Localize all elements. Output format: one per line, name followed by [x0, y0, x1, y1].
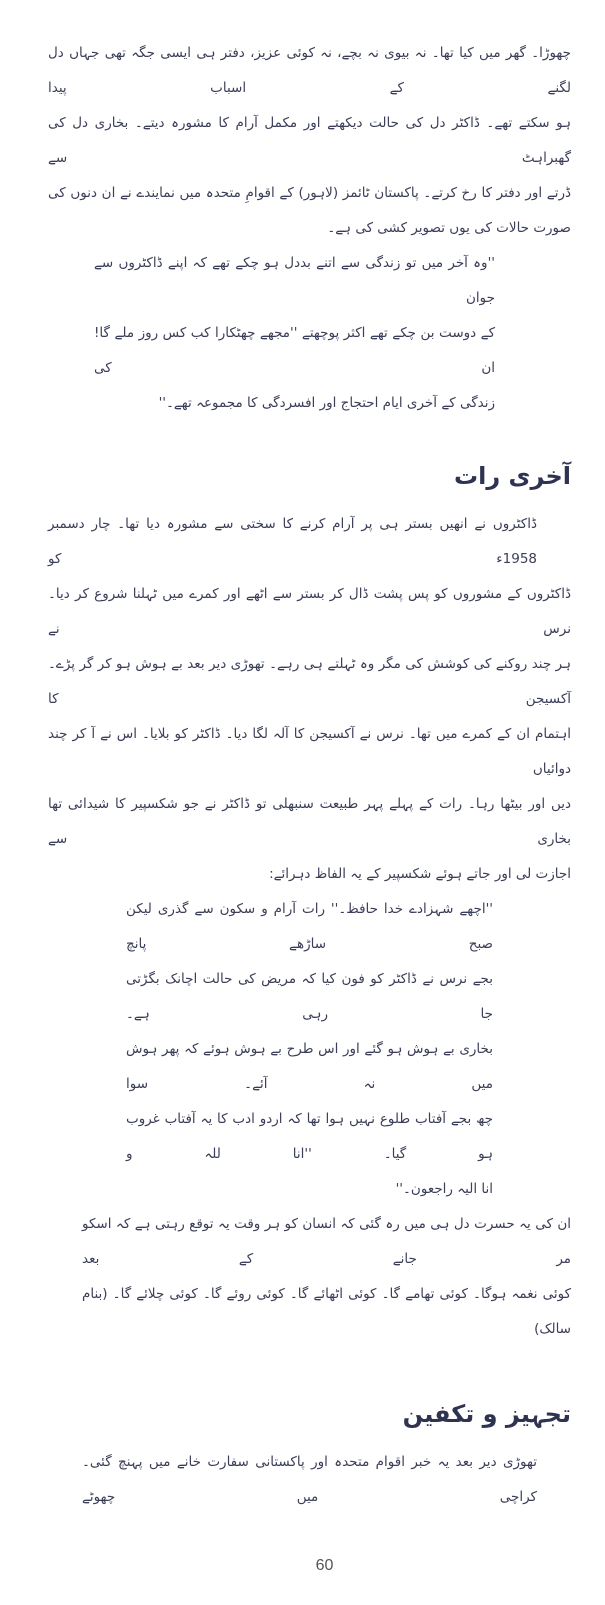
text-line: چھوڑا۔ گھر میں کیا تھا۔ نہ بیوی نہ بچے، نہ کوئی عزیز، دفتر ہی ایسی جگہ تھی جہاں دل لگنے کے اسباب پیدا — [48, 45, 571, 96]
quote-line: زندگی کے آخری ایام احتجاج اور افسردگی کا مجموعہ تھے۔'' — [158, 395, 495, 411]
page-number: 60 — [315, 1557, 334, 1574]
quote-line: ''وہ آخر میں تو زندگی سے اتنے بددل ہو چکے تھے کہ اپنے ڈاکٹروں سے جوان — [94, 255, 495, 306]
text-line: ڈرتے اور دفتر کا رخ کرتے۔ پاکستان ٹائمز (لاہور) کے اقوامِ متحدہ میں نمایندے نے ان دنوں کی — [48, 185, 571, 201]
paragraph — [82, 1207, 571, 1347]
text-line: ڈاکٹروں کے مشوروں کو پس پشت ڈال کر بستر سے اٹھے اور کمرے میں ٹہلنا شروع کر دیا۔ نرس نے — [48, 586, 571, 637]
block-quote — [94, 246, 495, 421]
paragraph — [48, 36, 571, 246]
quote-line: ''اچھے شہزادے خدا حافظ۔'' رات آرام و سکون سے گذری لیکن صبح ساڑھے پانچ — [126, 901, 493, 952]
text-line: ہو سکتے تھے۔ ڈاکٹر دل کی حالت دیکھتے اور مکمل آرام کا مشورہ دیتے۔ بخاری دل کی گھبراہٹ سے — [48, 115, 571, 166]
text-line: ڈاکٹروں نے انھیں بستر ہی پر آرام کرنے کا سختی سے مشورہ دیا تھا۔ چار دسمبر 1958ء کو — [48, 516, 537, 567]
quote-line: انا الیہ راجعون۔'' — [395, 1181, 493, 1197]
text-line: کوئی نغمہ ہوگا۔ کوئی تھامے گا۔ کوئی اٹھائے گا۔ کوئی روئے گا۔ کوئی چلائے گا۔ (بنام سالک) — [82, 1286, 571, 1337]
text-line: ان کی یہ حسرت دل ہی میں رہ گئی کہ انسان کو ہر وقت یہ توقع رہتی ہے کہ اسکو مر جانے کے بعد — [82, 1216, 571, 1267]
section-heading: آخری رات — [454, 462, 571, 490]
quote-line: بجے نرس نے ڈاکٹر کو فون کیا کہ مریض کی حالت اچانک بگڑتی جا رہی ہے۔ — [126, 971, 493, 1022]
quote-line: چھ بجے آفتاب طلوع نہیں ہوا تھا کہ اردو ادب کا یہ آفتاب غروب ہو گیا۔ ''انا للہ و — [126, 1111, 493, 1162]
paragraph — [82, 1445, 571, 1515]
paragraph — [48, 507, 571, 892]
block-quote — [126, 892, 493, 1207]
text-line: اہتمام ان کے کمرے میں تھا۔ نرس نے آکسیجن کا آلہ لگا دیا۔ ڈاکٹر کو بلایا۔ اس نے آ کر چند دوائیاں — [48, 726, 571, 777]
text-line: دیں اور بیٹھا رہا۔ رات کے پہلے پہر طبیعت سنبھلی تو ڈاکٹر نے جو شکسپیر کا شیدائی تھا بخاری سے — [48, 796, 571, 847]
text-line: ہر چند روکنے کی کوشش کی مگر وہ ٹہلتے ہی رہے۔ تھوڑی دیر بعد بے ہوش ہو کر گر پڑے۔ آکسیجن کا — [48, 656, 571, 707]
quote-line: بخاری بے ہوش ہو گئے اور اس طرح بے ہوش ہوئے کہ پھر ہوش میں نہ آئے۔ سوا — [126, 1041, 493, 1092]
section-heading: تجہیز و تکفین — [402, 1400, 571, 1428]
text-line: تھوڑی دیر بعد یہ خبر اقوام متحدہ اور پاکستانی سفارت خانے میں پہنچ گئی۔ کراچی میں چھوٹے — [82, 1454, 537, 1505]
book-page — [48, 36, 571, 1575]
text-line: اجازت لی اور جاتے ہوئے شکسپیر کے یہ الفاظ دہرائے: — [269, 866, 571, 882]
quote-line: کے دوست بن چکے تھے اکثر پوچھتے ''مجھے چھٹکارا کب کس روز ملے گا! ان کی — [94, 325, 495, 376]
text-line: صورت حالات کی یوں تصویر کشی کی ہے۔ — [327, 220, 571, 236]
